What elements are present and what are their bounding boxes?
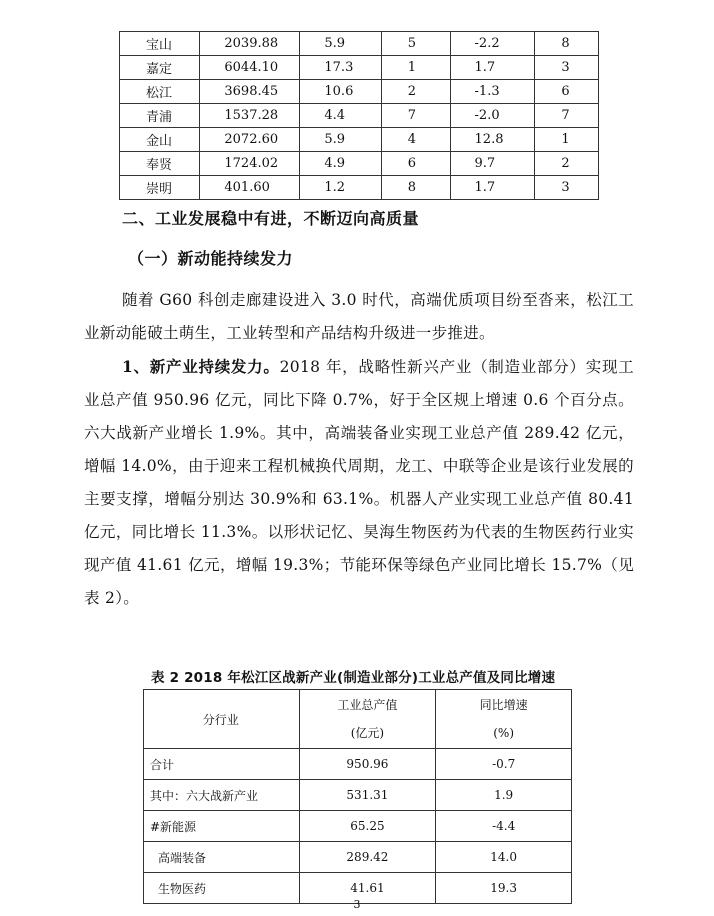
table-row: [144, 780, 572, 811]
table-cell: 5.9: [300, 32, 381, 56]
table-row: [120, 56, 599, 80]
column-header-output: [299, 690, 436, 749]
table-cell: 9.7: [450, 152, 535, 176]
industry-name: 生物医药: [144, 873, 300, 904]
table-row: [120, 128, 599, 152]
table-cell: 17.3: [300, 56, 381, 80]
table-cell: -2.0: [450, 104, 535, 128]
table-cell: 1537.28: [200, 104, 300, 128]
table-row: [120, 176, 599, 200]
growth-value: 1.9: [436, 780, 572, 811]
paragraph-body: 2018 年，战略性新兴产业（制造业部分）实现工业总产值 950.96 亿元，同比下降 0.7%，好于全区规上增速 0.6 个百分点。六大战新产业增长 1.9%。其中，高端装备业实现工业总产值 289.42 亿元，增幅 14.0%，由于迎来工程机械换代周期，龙工、中联等企业是该行业发展的主要支撑，增幅分别达 30.9%和 63.1%。机器人产业实现工业总产值 80.41 亿元，同比增长 11.3%。以形状记忆、昊海生物医药为代表的生物医药行业实现产值 41.61 亿元，增幅 19.3%；节能环保等绿色产业同比增长 15.7%（见表 2）。: [84, 358, 634, 607]
table-cell: 10.6: [300, 80, 381, 104]
table-cell: 12.8: [450, 128, 535, 152]
page-number: 3: [353, 898, 361, 911]
table-cell: 6: [381, 152, 450, 176]
strategic-industries-table: [143, 689, 572, 904]
table-row: [144, 811, 572, 842]
table-cell: -1.3: [450, 80, 535, 104]
table-cell: 6044.10: [200, 56, 300, 80]
table-cell: 1.2: [300, 176, 381, 200]
table-cell: 崇明: [120, 176, 200, 200]
industry-name: #新能源: [144, 811, 300, 842]
table-row: [120, 104, 599, 128]
table-cell: 4.4: [300, 104, 381, 128]
paragraph-new-industries: [84, 350, 634, 615]
table-cell: 1724.02: [200, 152, 300, 176]
table-cell: 3: [535, 176, 599, 200]
table-cell: 1: [535, 128, 599, 152]
output-value: 65.25: [299, 811, 436, 842]
table-cell: 8: [381, 176, 450, 200]
table-caption: 表 2 2018 年松江区战新产业(制造业部分)工业总产值及同比增速: [151, 670, 556, 686]
table-cell: 4: [381, 128, 450, 152]
table-cell: 5: [381, 32, 450, 56]
table-cell: 奉贤: [120, 152, 200, 176]
column-header-output-unit: (亿元): [350, 726, 385, 740]
district-output-table: [119, 31, 599, 200]
column-header-growth-label: 同比增速: [479, 698, 528, 712]
table-cell: 7: [535, 104, 599, 128]
table-row: [120, 80, 599, 104]
table-row: [120, 152, 599, 176]
section-heading: 二、工业发展稳中有进，不断迈向高质量: [122, 209, 420, 228]
table-cell: 6: [535, 80, 599, 104]
table-cell: 3: [535, 56, 599, 80]
table-cell: 5.9: [300, 128, 381, 152]
column-header-output-label: 工业总产值: [337, 698, 398, 712]
table-cell: 1.7: [450, 56, 535, 80]
industry-name: 合计: [144, 749, 300, 780]
growth-value: 14.0: [436, 842, 572, 873]
table-row: [144, 842, 572, 873]
table-cell: 1: [381, 56, 450, 80]
column-header-growth: [436, 690, 572, 749]
table-cell: 青浦: [120, 104, 200, 128]
column-header-growth-unit: (%): [493, 726, 515, 740]
table-cell: 2: [381, 80, 450, 104]
table-cell: 松江: [120, 80, 200, 104]
subsection-heading: （一）新动能持续发力: [128, 249, 294, 268]
table-row: [144, 749, 572, 780]
output-value: 531.31: [299, 780, 436, 811]
table-cell: 2039.88: [200, 32, 300, 56]
table-cell: 金山: [120, 128, 200, 152]
table-cell: 3698.45: [200, 80, 300, 104]
table-cell: 1.7: [450, 176, 535, 200]
output-value: 950.96: [299, 749, 436, 780]
table-cell: 嘉定: [120, 56, 200, 80]
industry-name: 高端装备: [144, 842, 300, 873]
table-cell: 4.9: [300, 152, 381, 176]
paragraph-new-momentum: 随着 G60 科创走廊建设进入 3.0 时代，高端优质项目纷至沓来，松江工业新动能破土萌生，工业转型和产品结构升级进一步推进。: [84, 291, 634, 342]
table-header-row: [144, 690, 572, 749]
table-cell: -2.2: [450, 32, 535, 56]
table-cell: 2072.60: [200, 128, 300, 152]
industry-name: 其中：六大战新产业: [144, 780, 300, 811]
output-value: 41.61: [299, 873, 436, 904]
table-cell: 2: [535, 152, 599, 176]
table-cell: 7: [381, 104, 450, 128]
paragraph-lead: 1、新产业持续发力。: [122, 357, 280, 376]
table-row: [120, 32, 599, 56]
output-value: 289.42: [299, 842, 436, 873]
column-header-industry: 分行业: [144, 690, 300, 749]
growth-value: -0.7: [436, 749, 572, 780]
table-cell: 宝山: [120, 32, 200, 56]
growth-value: -4.4: [436, 811, 572, 842]
table-cell: 8: [535, 32, 599, 56]
growth-value: 19.3: [436, 873, 572, 904]
table-cell: 401.60: [200, 176, 300, 200]
